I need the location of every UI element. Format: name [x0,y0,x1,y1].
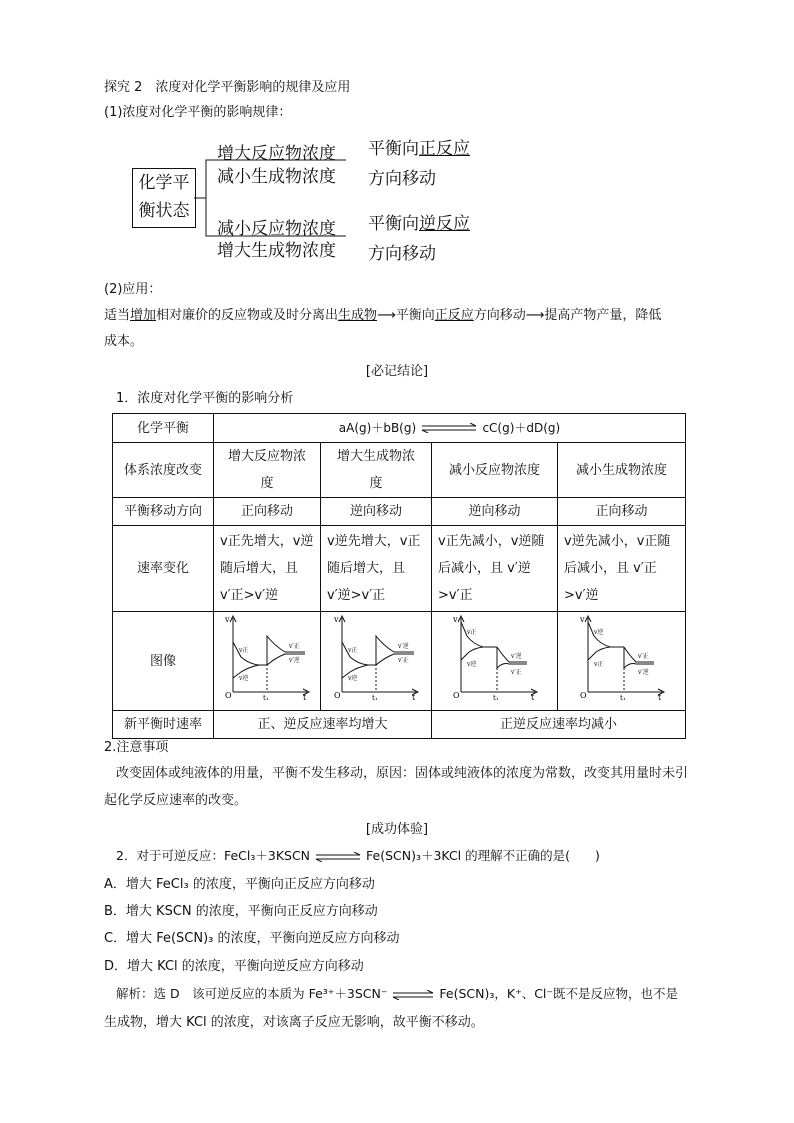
rate-2-line-1: v逆先增大，v正 [327,534,421,549]
axis-v-label: v [225,615,230,624]
item2-title: 2.注意事项 [104,740,169,755]
question-text: 2．对于可逆反应：FeCl₃＋3KSCN [116,848,311,863]
box-line-2: 衡状态 [138,201,190,221]
lower-result-line2: 方向移动 [368,244,436,264]
heading-conclusion: [必记结论] [365,364,429,379]
v-ni-label: v逆 [239,675,249,682]
increase-product: 增大生成物浓度 [217,241,336,261]
rate-4-line-3: >v′逆 [564,588,599,603]
axis-origin-label: O [334,691,341,700]
analysis-part-a: 解析：选 D 该可逆反应的本质为 Fe³⁺＋3SCN⁻ [116,986,388,1001]
row-label-rate: 速率变化 [113,526,214,612]
option-a: A．增大 FeCl₃ 的浓度，平衡向正反应方向移动 [104,877,375,892]
question-tail: Fe(SCN)₃＋3KCl 的理解不正确的是( ) [366,848,600,863]
change-cell-1 [214,443,321,498]
app-t4: 生成物 [338,308,378,323]
change-tail: 度 [260,476,274,491]
row-label-equilibrium: 化学平衡 [113,414,214,443]
box-line-1: 化学平 [138,173,190,193]
upper-result-prefix: 平衡向 [368,139,419,159]
note-line-1: 改变固体或纯液体的用量，平衡不发生移动，原因：固体或纯液体的浓度为常数，改变其用量时未引 [116,766,689,781]
app-t7: 方向移动 [473,308,526,323]
direction-2: 逆向移动 [321,498,432,526]
change-1: 增大反应物浓 [227,449,306,464]
option-b: B．增大 KSCN 的浓度，平衡向正反应方向移动 [104,904,378,919]
rate-1-line-2: 随后增大，且 [220,561,299,576]
reversible-arrow-icon [420,423,478,433]
app-t2: 增加 [130,308,157,323]
question [116,846,600,864]
item1-title: 1．浓度对化学平衡的影响分析 [116,391,294,406]
app-t5: 平衡向 [395,308,435,323]
graph-cell-3 [432,612,558,711]
t1-label: t₁ [372,694,378,700]
app-t3: 相对廉价的反应物或及时分离出 [156,308,339,323]
table-row [113,711,686,739]
axis-t-label: t [530,693,534,700]
axis-v-label: v [452,615,458,624]
v-zheng-label: v正 [593,661,603,668]
rate-cell-3 [432,526,558,612]
axis-t-label: t [412,693,416,700]
application-line1 [104,304,661,323]
graph-cell-4 [558,612,686,711]
vp-ni-label: v′逆 [637,669,649,676]
row-label-change: 体系浓度改变 [113,443,214,498]
row-label-graph: 图像 [113,612,214,711]
equation-left: aA(g)＋bB(g) [338,420,417,435]
final-increase-cell: 正、逆反应速率均增大 [214,711,432,739]
upper-result-direction: 正反应 [419,139,470,159]
axis-origin-label: O [579,691,587,700]
table-row [113,443,686,498]
decrease-reactant: 减小反应物浓度 [217,219,336,239]
vp-ni-label: v′逆 [398,643,409,650]
rate-4-line-2: 后减小，且 v′正 [564,561,657,576]
section-title: 探究 2 浓度对化学平衡影响的规律及应用 [104,80,351,95]
upper-result-line1 [368,134,470,159]
vp-zheng-label: v′正 [637,653,649,660]
equation-cell [214,414,686,443]
axis-t-label: t [303,693,307,700]
option-d: D．增大 KCl 的浓度，平衡向逆反应方向移动 [104,959,364,974]
direction-3: 逆向移动 [432,498,558,526]
rate-cell-2 [321,526,432,612]
part1-title: (1)浓度对化学平衡的影响规律： [104,105,292,120]
graph-cell-1 [214,612,321,711]
vp-ni-label: v′逆 [289,657,300,664]
note-line-2: 起化学反应速率的改变。 [104,793,248,808]
change-cell-3: 减小反应物浓度 [432,443,558,498]
table-row [113,526,686,612]
application-line2: 成本。 [104,334,144,349]
t1-label: t₁ [619,694,626,700]
direction-1: 正向移动 [214,498,321,526]
change-cell-4: 减小生成物浓度 [558,443,686,498]
final-decrease-cell: 正逆反应速率均减小 [432,711,686,739]
concentration-analysis-table [112,413,686,739]
axis-origin-label: O [225,691,232,700]
rate-2-line-2: 随后增大，且 [327,561,406,576]
change-cell-2 [321,443,432,498]
table-row [113,612,686,711]
rate-graph-decrease-reactant [447,612,543,700]
graph-cell-2 [321,612,432,711]
axis-origin-label: O [452,691,460,700]
upper-result-line2: 方向移动 [368,169,436,189]
option-c: C．增大 Fe(SCN)₃ 的浓度，平衡向逆反应方向移动 [104,931,400,946]
analysis-line-1 [116,984,678,1002]
t1-label: t₁ [263,694,269,700]
change-tail: 度 [369,476,383,491]
direction-4: 正向移动 [558,498,686,526]
vp-zheng-label: v′正 [510,669,522,676]
axis-t-label: t [657,693,661,700]
rate-2-line-3: v′逆>v′正 [327,588,386,603]
rate-cell-1 [214,526,321,612]
t1-label: t₁ [492,694,499,700]
arrow-icon: ⟶ [525,308,545,323]
app-t8: 提高产物产量，降低 [544,308,662,323]
axis-v-label: v [334,615,339,624]
v-ni-label: v逆 [466,661,476,668]
equation-right: cC(g)＋dD(g) [482,420,561,435]
app-t1: 适当 [104,308,131,323]
rate-1-line-1: v正先增大，v逆 [220,534,314,549]
lower-result-direction: 逆反应 [419,214,470,234]
change-2: 增大生成物浓 [336,449,415,464]
analysis-part-b: Fe(SCN)₃，K⁺、Cl⁻既不是反应物，也不是 [439,986,678,1001]
increase-reactant: 增大反应物浓度 [217,144,336,164]
heading-practice: [成功体验] [365,822,429,837]
rate-graph-decrease-product [574,612,670,700]
rate-graph-increase-reactant [219,612,315,700]
rate-3-line-2: 后减小，且 v′逆 [438,561,531,576]
analysis-line-2: 生成物，增大 KCl 的浓度，对该离子反应无影响，故平衡不移动。 [104,1015,484,1030]
lower-result-prefix: 平衡向 [368,214,419,234]
app-t6: 正反应 [434,308,474,323]
table-row [113,414,686,443]
row-label-new-rate: 新平衡时速率 [113,711,214,739]
axis-v-label: v [579,615,585,624]
part2-title: (2)应用： [104,282,162,297]
v-zheng-label: v正 [466,629,476,636]
vp-zheng-label: v′正 [289,643,300,650]
rate-graph-increase-product [328,612,424,700]
vp-ni-label: v′逆 [510,653,522,660]
equilibrium-state-box [132,168,196,228]
decrease-product: 减小生成物浓度 [217,167,336,187]
reversible-arrow-icon [314,852,362,862]
lower-result-line1 [368,209,470,234]
table-row [113,498,686,526]
v-zheng-label: v正 [239,647,249,654]
v-zheng-label: v正 [348,647,358,654]
v-ni-label: v逆 [348,675,358,682]
rate-1-line-3: v′正>v′逆 [220,588,279,603]
arrow-icon: ⟶ [377,308,396,323]
row-label-direction: 平衡移动方向 [113,498,214,526]
rate-3-line-1: v正先减小，v逆随 [438,534,545,549]
rate-4-line-1: v逆先减小，v正随 [564,534,671,549]
vp-zheng-label: v′正 [398,657,409,664]
v-ni-label: v逆 [593,629,603,636]
rate-3-line-3: >v′正 [438,588,473,603]
rate-cell-4 [558,526,686,612]
reversible-arrow-icon [391,990,435,1000]
